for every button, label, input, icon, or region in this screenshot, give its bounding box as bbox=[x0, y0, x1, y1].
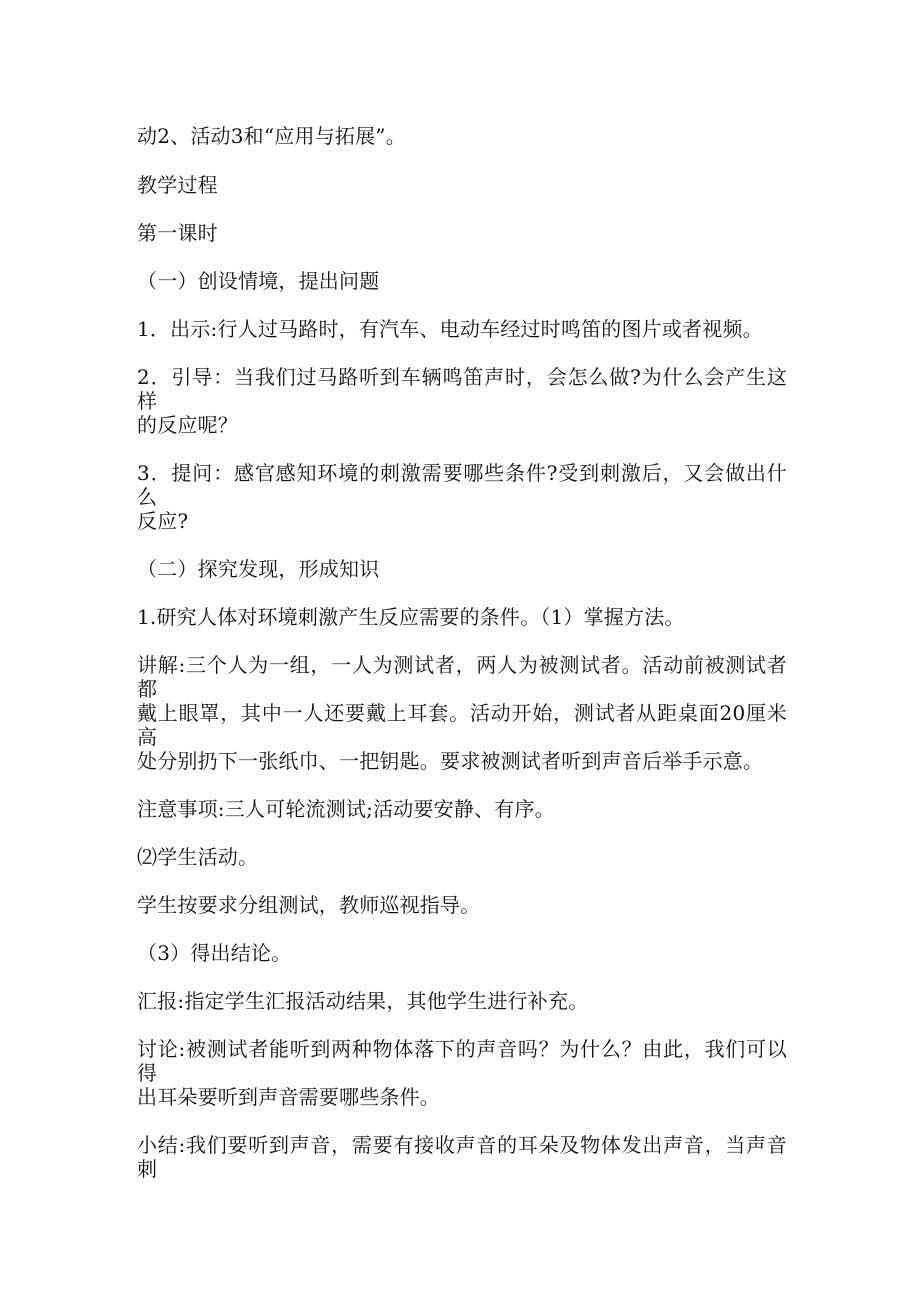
paragraph-explanation-line2: 戴上眼罩，其中一人还要戴上耳套。活动开始，测试者从距桌面20厘米高 bbox=[137, 701, 787, 749]
paragraph-show: 1．出示:行人过马路时，有汽车、电动车经过时鸣笛的图片或者视频。 bbox=[137, 317, 763, 341]
paragraph-summary-line1: 小结:我们要听到声音，需要有接收声音的耳朵及物体发出声音，当声音刺 bbox=[137, 1133, 787, 1181]
paragraph-explanation-line3: 处分别扔下一张纸巾、一把钥匙。要求被测试者听到声音后举手示意。 bbox=[137, 749, 764, 773]
paragraph-research-conditions: 1.研究人体对环境刺激产生反应需要的条件。（1）掌握方法。 bbox=[137, 605, 685, 629]
subheading-student-activity: ⑵学生活动。 bbox=[137, 845, 259, 869]
paragraph-explanation-line1: 讲解:三个人为一组，一人为测试者，两人为被测试者。活动前被测试者都 bbox=[137, 653, 787, 701]
text-line-continuation: 动2、活动3和“应用与拓展”。 bbox=[137, 124, 406, 148]
lesson-heading-first-period: 第一课时 bbox=[137, 221, 218, 245]
paragraph-notes: 注意事项:三人可轮流测试;活动要安静、有序。 bbox=[137, 797, 555, 821]
paragraph-guide-line1: 2．引导：当我们过马路听到车辆鸣笛声时，会怎么做?为什么会产生这样 bbox=[137, 365, 787, 413]
paragraph-discussion-line2: 出耳朵要听到声音需要哪些条件。 bbox=[137, 1085, 440, 1109]
paragraph-report: 汇报:指定学生汇报活动结果，其他学生进行补充。 bbox=[137, 989, 589, 1013]
section-heading-teaching-process: 教学过程 bbox=[137, 173, 218, 197]
paragraph-discussion-line1: 讨论:被测试者能听到两种物体落下的声音吗？为什么？由此，我们可以得 bbox=[137, 1037, 787, 1085]
paragraph-question-line2: 反应? bbox=[137, 509, 189, 533]
subheading-explore-discover: （二）探究发现，形成知识 bbox=[137, 557, 380, 581]
subheading-create-situation: （一）创设情境，提出问题 bbox=[137, 269, 380, 293]
paragraph-guide-line2: 的反应呢？ bbox=[137, 413, 238, 437]
subheading-conclusion: （3）得出结论。 bbox=[137, 941, 292, 965]
paragraph-question-line1: 3．提问：感官感知环境的刺激需要哪些条件?受到刺激后，又会做出什么 bbox=[137, 461, 787, 509]
paragraph-group-testing: 学生按要求分组测试，教师巡视指导。 bbox=[137, 893, 481, 917]
